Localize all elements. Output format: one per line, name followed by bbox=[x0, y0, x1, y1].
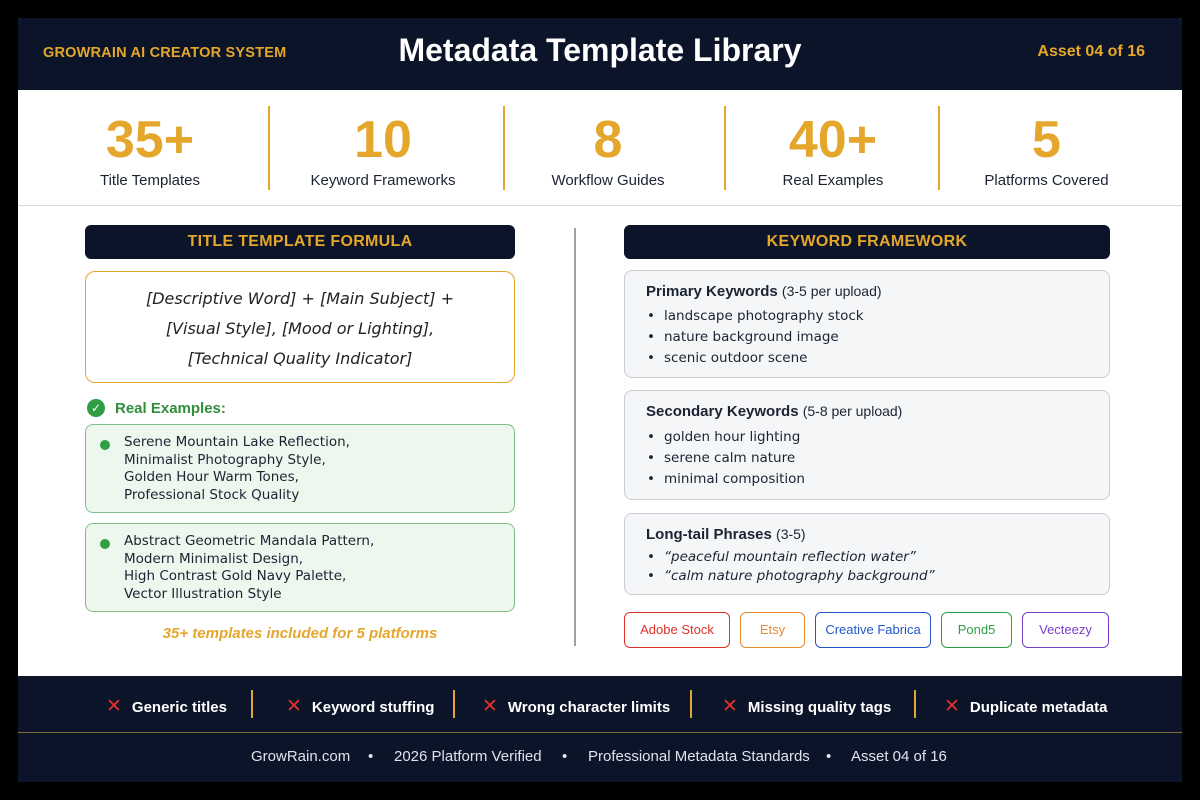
red-x-icon: ✕ bbox=[722, 696, 738, 717]
mistake-item bbox=[722, 697, 891, 717]
header-bar bbox=[18, 18, 1182, 90]
primary-keywords-card bbox=[624, 270, 1110, 378]
stat-keyword-frameworks bbox=[288, 90, 478, 206]
keyword-list bbox=[647, 427, 805, 490]
stat-label: Workflow Guides bbox=[551, 172, 665, 189]
bullet-dot-icon bbox=[100, 440, 110, 450]
column-divider bbox=[574, 228, 576, 646]
platform-badge-vecteezy: Vecteezy bbox=[1022, 612, 1109, 648]
keyword-group-title: Secondary Keywords (5-8 per upload) bbox=[646, 403, 903, 420]
example-line: Golden Hour Warm Tones, bbox=[124, 469, 299, 485]
templates-footnote: 35+ templates included for 5 platforms bbox=[162, 625, 438, 642]
keyword-framework-heading: KEYWORD FRAMEWORK bbox=[624, 225, 1110, 259]
title-formula-box bbox=[85, 271, 515, 383]
bullet-dot-icon bbox=[100, 539, 110, 549]
red-x-icon: ✕ bbox=[944, 696, 960, 717]
stat-real-examples bbox=[743, 90, 923, 206]
footer-site: GrowRain.com bbox=[251, 748, 351, 765]
asset-counter: Asset 04 of 16 bbox=[1037, 43, 1145, 60]
mistake-item bbox=[106, 697, 227, 717]
brand-label: GROWRAIN AI CREATOR SYSTEM bbox=[43, 45, 287, 61]
footer-asset: Asset 04 of 16 bbox=[851, 748, 947, 765]
red-x-icon: ✕ bbox=[482, 696, 498, 717]
page-title: Metadata Template Library bbox=[398, 32, 802, 68]
title-formula-heading: TITLE TEMPLATE FORMULA bbox=[85, 225, 515, 259]
mistake-item bbox=[482, 697, 670, 717]
stat-label: Title Templates bbox=[99, 172, 201, 189]
footer-dot: • bbox=[562, 748, 568, 765]
platform-badge-pond5: Pond5 bbox=[941, 612, 1012, 648]
example-line: Professional Stock Quality bbox=[124, 486, 300, 503]
mistake-divider bbox=[453, 690, 455, 718]
footer-dot: • bbox=[826, 748, 832, 765]
stat-platforms-covered bbox=[958, 90, 1135, 206]
example-card bbox=[85, 424, 515, 513]
mistake-item bbox=[944, 697, 1107, 717]
list-item: • “calm nature photography background” bbox=[647, 567, 935, 586]
example-line: Abstract Geometric Mandala Pattern, bbox=[124, 533, 375, 549]
stat-workflow-guides bbox=[518, 90, 698, 206]
mistake-label: Duplicate metadata bbox=[969, 698, 1108, 716]
check-circle-icon: ✓ bbox=[87, 399, 105, 417]
formula-line: [Descriptive Word] + [Main Subject] + bbox=[145, 289, 455, 308]
real-examples-heading bbox=[87, 398, 226, 418]
stat-label: Real Examples bbox=[782, 172, 884, 189]
footer-dot: • bbox=[368, 748, 374, 765]
stat-divider bbox=[724, 106, 726, 190]
red-x-icon: ✕ bbox=[286, 696, 302, 717]
platform-badge-etsy: Etsy bbox=[740, 612, 805, 648]
platform-badge-adobe-stock: Adobe Stock bbox=[624, 612, 730, 648]
example-lines bbox=[124, 533, 374, 603]
stat-title-templates bbox=[70, 90, 230, 206]
example-line: Minimalist Photography Style, bbox=[124, 451, 326, 468]
stat-divider bbox=[503, 106, 505, 190]
stat-divider bbox=[938, 106, 940, 190]
example-lines bbox=[124, 434, 350, 504]
example-line: Modern Minimalist Design, bbox=[124, 550, 304, 567]
stat-label: Platforms Covered bbox=[984, 172, 1109, 189]
mistake-label: Wrong character limits bbox=[507, 698, 671, 716]
mistake-item bbox=[286, 697, 434, 717]
example-line: Vector Illustration Style bbox=[124, 585, 282, 602]
long-tail-phrases-card bbox=[624, 513, 1110, 595]
footer-standards: Professional Metadata Standards bbox=[588, 748, 810, 765]
mistake-label: Missing quality tags bbox=[747, 698, 892, 716]
list-item: • scenic outdoor scene bbox=[647, 348, 864, 369]
secondary-keywords-card bbox=[624, 390, 1110, 500]
red-x-icon: ✕ bbox=[106, 696, 122, 717]
stat-value: 8 bbox=[593, 111, 623, 169]
mistake-divider bbox=[251, 690, 253, 718]
example-line: Serene Mountain Lake Reflection, bbox=[124, 434, 350, 450]
stat-value: 5 bbox=[1032, 111, 1061, 169]
bottom-bar bbox=[18, 676, 1182, 782]
list-item: • nature background image bbox=[647, 327, 864, 348]
stat-value: 35+ bbox=[105, 111, 195, 169]
footer-verified: 2026 Platform Verified bbox=[394, 748, 542, 765]
list-item: • serene calm nature bbox=[647, 448, 805, 469]
example-card bbox=[85, 523, 515, 612]
mistake-label: Generic titles bbox=[131, 698, 227, 716]
keyword-list bbox=[647, 548, 935, 586]
keyword-list bbox=[647, 306, 864, 369]
platform-badge-creative-fabrica: Creative Fabrica bbox=[815, 612, 931, 648]
formula-line: [Technical Quality Indicator] bbox=[187, 349, 413, 368]
stat-divider bbox=[268, 106, 270, 190]
list-item: • minimal composition bbox=[647, 469, 805, 490]
list-item: • “peaceful mountain reflection water” bbox=[647, 548, 935, 567]
bottom-divider-line bbox=[18, 732, 1182, 733]
stat-label: Keyword Frameworks bbox=[310, 172, 456, 189]
infographic-frame bbox=[18, 18, 1182, 782]
stats-bar bbox=[18, 90, 1182, 206]
stat-value: 40+ bbox=[788, 111, 878, 169]
list-item: • landscape photography stock bbox=[647, 306, 864, 327]
formula-line: [Visual Style], [Mood or Lighting], bbox=[165, 319, 435, 338]
mistake-label: Keyword stuffing bbox=[311, 698, 435, 716]
example-line: High Contrast Gold Navy Palette, bbox=[124, 568, 347, 584]
keyword-group-title: Long-tail Phrases (3-5) bbox=[646, 526, 806, 543]
stat-value: 10 bbox=[354, 111, 412, 169]
mistake-divider bbox=[914, 690, 916, 718]
real-examples-label: Real Examples: bbox=[115, 399, 226, 417]
list-item: • golden hour lighting bbox=[647, 427, 805, 448]
mistake-divider bbox=[690, 690, 692, 718]
keyword-group-title: Primary Keywords (3-5 per upload) bbox=[646, 283, 882, 300]
